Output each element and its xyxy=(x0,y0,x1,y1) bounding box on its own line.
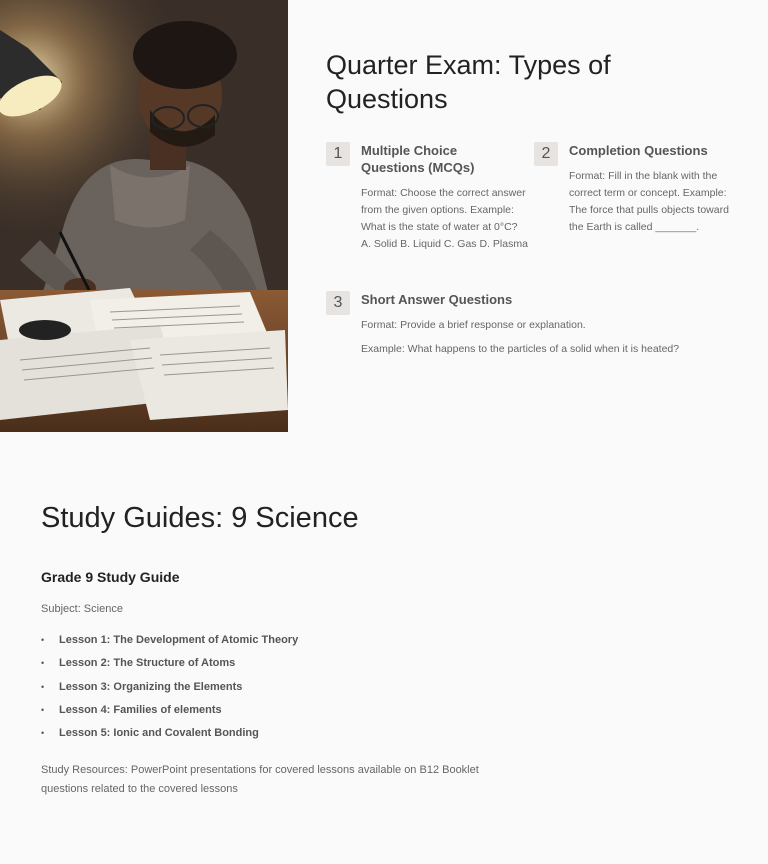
lesson-item xyxy=(41,630,298,653)
lesson-item xyxy=(41,653,298,676)
question-type-card-short-answer xyxy=(326,291,746,371)
question-type-example: Example: What happens to the particles of a solid when it is heated? xyxy=(361,343,680,355)
lesson-item xyxy=(41,677,298,700)
lesson-label: Lesson 1: The Development of Atomic Theory xyxy=(59,634,299,646)
subject-label: Subject: Science xyxy=(41,603,123,615)
bullet-icon: • xyxy=(41,681,45,692)
lesson-label: Lesson 5: Ionic and Covalent Bonding xyxy=(59,727,259,740)
study-guide-subtitle: Grade 9 Study Guide xyxy=(41,569,180,585)
question-type-heading: Completion Questions xyxy=(569,143,708,158)
slide-study-guides xyxy=(0,432,768,864)
student-writing-photo xyxy=(0,0,288,432)
study-resources-text: Study Resources: PowerPoint presentations for covered lessons available on B12 Booklet questions related to the covered lessons xyxy=(41,764,479,795)
question-type-heading: Multiple Choice Questions (MCQs) xyxy=(361,143,475,175)
lesson-label: Lesson 3: Organizing the Elements xyxy=(59,680,243,693)
question-type-description: Format: Choose the correct answer from the given options. Example: What is the state of water at 0°C? A. Solid B. Liquid C. Gas D. Plasma xyxy=(361,187,528,250)
question-number-badge: 2 xyxy=(534,142,558,166)
bullet-icon: • xyxy=(41,728,45,739)
lesson-label: Lesson 4: Families of elements xyxy=(59,703,222,716)
lesson-label: Lesson 2: The Structure of Atoms xyxy=(59,657,236,670)
question-number-badge: 3 xyxy=(326,291,350,315)
question-type-heading: Short Answer Questions xyxy=(361,292,513,307)
student-illustration xyxy=(0,0,288,432)
page-title: Quarter Exam: Types of Questions xyxy=(326,50,611,114)
question-type-format: Format: Provide a brief response or explanation. xyxy=(361,319,586,331)
lesson-item xyxy=(41,723,298,746)
question-type-card-completion xyxy=(534,142,739,262)
question-type-description: Format: Fill in the blank with the correct term or concept. Example: The force that pulls objects toward the Earth is called _______. xyxy=(569,170,729,233)
section-title: Study Guides: 9 Science xyxy=(41,502,359,534)
bullet-icon: • xyxy=(41,658,45,669)
lesson-item xyxy=(41,700,298,723)
lesson-list xyxy=(41,630,298,746)
bullet-icon: • xyxy=(41,635,45,645)
bullet-icon: • xyxy=(41,704,45,715)
question-number-badge: 1 xyxy=(326,142,350,166)
question-type-card-mcq xyxy=(326,142,526,272)
